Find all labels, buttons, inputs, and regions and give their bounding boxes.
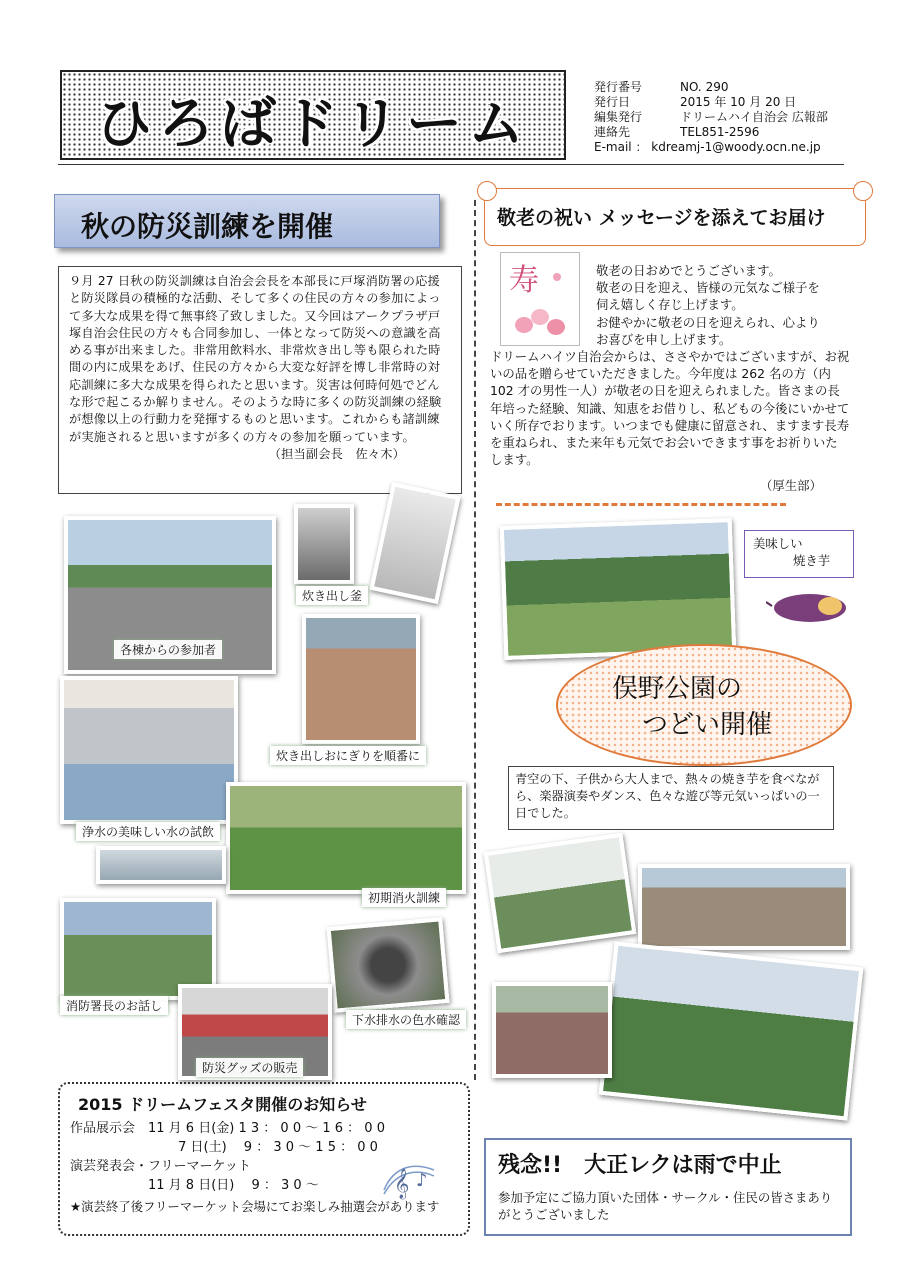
photo-park-dance <box>500 518 737 660</box>
contact-row <box>594 125 894 140</box>
fest-schedule-line: 演芸発表会・フリーマーケット <box>70 1159 251 1174</box>
info-label: 編集発行 <box>594 110 643 124</box>
caption-chief: 消防署長のお話し <box>60 996 168 1015</box>
photo-water-unit <box>60 676 238 824</box>
issue-number-row <box>594 80 894 95</box>
caption-participants: 各棟からの参加者 <box>114 640 222 659</box>
drill-body: ９月 27 日秋の防災訓練は自治会会長を本部長に戸塚消防署の応援と防災隊員の積極的な活動、そして多くの住民の方々の参加によって多大な成果を得て無事終了致しました。又今回はアークプラザ戸塚自治会住民の方々も合同参加し、一体となって防災への意識を高める事が出来ました。非常用飲料水、非常炊き出し等も限られた時間の内に成果をあげ、住民の方々から大変な好評を博し非常時の対応訓練に多大な成果を得られたと思います。災害は何時何処でどんな形で起こるか解りません。そのような時に多くの防災訓練の経験が想像以上の行動力を発揮するものと思います。これからも諸訓練が実施されると思いますが多くの方々の参加を願っています。 <box>69 274 442 444</box>
info-value: 2015 年 10 月 20 日 <box>680 95 797 109</box>
photo-water-bottles <box>96 846 226 884</box>
photo-sewer <box>326 917 449 1013</box>
message-line: お喜びを申し上げます。 <box>596 331 732 347</box>
photo-fire-drill <box>226 782 466 894</box>
publisher-row <box>594 110 894 125</box>
issue-date-row <box>594 95 894 110</box>
caption-water: 浄水の美味しい水の試飲 <box>76 822 220 841</box>
park-title-line2: つどい開催 <box>642 710 773 740</box>
info-label: 連絡先 <box>594 125 631 139</box>
info-value: NO. 290 <box>680 80 729 94</box>
fest-lottery-note: ★演芸終了後フリーマーケット会場にてお楽しみ抽選会があります <box>70 1199 440 1214</box>
photo-onigiri <box>302 614 420 744</box>
fest-title: 2015 ドリームフェスタ開催のお知らせ <box>78 1095 367 1114</box>
elderly-message-long: ドリームハイツ自治会からは、ささやかではございますが、お祝いの品を贈らせていただきました。今年度は 262 名の方（内 102 才の男性一人）が敬老の日を迎えられました。皆さまの長年培った経験、知識、知恵をお借りし、私どもの今後にいかせていく所存でおります。いつまでも健康に留意され、ますます長寿を重ねられ、また来年も元気でお会いできます事をお祈りいたします。 <box>490 349 850 468</box>
info-label: 発行番号 <box>594 80 643 94</box>
park-title-line1: 俣野公園の <box>612 674 743 704</box>
caption-goods: 防災グッズの販売 <box>196 1058 303 1077</box>
drill-article <box>58 266 462 494</box>
fest-schedule-line: 7 日(土) 9 ： 3 0 ～ 1 5 ： 0 0 <box>70 1140 378 1155</box>
cancel-text: 参加予定にご協力頂いた団体・サークル・住民の皆さまありがとうございました <box>498 1190 833 1222</box>
sweet-potato-icon <box>766 586 848 626</box>
photo-pot <box>294 504 354 584</box>
music-notes-icon <box>380 1156 438 1200</box>
section-dash-divider <box>496 503 786 506</box>
fest-schedule-line: 11 月 8 日(日) 9 ： 3 0 ～ <box>70 1178 319 1193</box>
photo-park-sign <box>484 833 637 953</box>
message-line: お健やかに敬老の日を迎えられ、心より <box>596 314 820 330</box>
masthead <box>60 70 566 160</box>
elderly-banner <box>484 188 866 246</box>
caption-pot: 炊き出し釜 <box>296 586 368 605</box>
yakiimo-line: 美味しい <box>753 536 803 551</box>
celebration-card-image <box>500 252 580 346</box>
elderly-signature: （厚生部） <box>760 478 822 493</box>
newsletter-title: ひろばドリーム <box>96 92 530 157</box>
info-label: 発行日 <box>594 95 631 109</box>
yakiimo-label <box>744 530 854 578</box>
caption-fire: 初期消火訓練 <box>362 888 446 907</box>
park-description: 青空の下、子供から大人まで、熱々の焼き芋を食べながら、楽器演奏やダンス、色々な遊び等元気いっぱいの一日でした。 <box>508 766 834 830</box>
elderly-banner-text: 敬老の祝い メッセージを添えてお届け <box>497 207 826 229</box>
cancel-title: 残念!! 大正レクは雨で中止 <box>498 1153 782 1178</box>
message-line: 敬老の日を迎え、皆様の元気なご様子を <box>596 280 820 296</box>
kotobuki-glyph: 寿 <box>509 263 539 298</box>
yakiimo-line: 焼き芋 <box>793 553 831 568</box>
info-value: ドリームハイ自治会 広報部 <box>680 110 828 124</box>
photo-notice-board <box>369 482 460 604</box>
park-title-oval <box>556 644 852 766</box>
svg-text:𝄞: 𝄞 <box>394 1169 410 1199</box>
info-value: TEL851-2596 <box>680 125 760 139</box>
email-line: E-mail ： kdreamj-1@woody.ocn.ne.jp <box>594 140 821 154</box>
header-divider <box>58 164 844 165</box>
column-divider <box>474 200 476 1080</box>
heart-icon <box>553 273 561 281</box>
message-line: 伺え嬉しく存じ上げます。 <box>596 297 744 313</box>
drill-signature: （担当副会長 佐々木） <box>268 446 405 461</box>
message-line: 敬老の日おめでとうございます。 <box>596 263 781 278</box>
heart-icon <box>547 319 565 335</box>
issue-info <box>594 80 894 155</box>
photo-park-band <box>599 941 864 1120</box>
caption-onigiri: 炊き出しおにぎりを順番に <box>270 746 426 765</box>
drill-headline-bar <box>54 194 440 248</box>
svg-text:♪: ♪ <box>416 1170 428 1191</box>
photo-park-food <box>492 982 612 1078</box>
fest-schedule-line: 作品展示会 11 月 6 日(金) 1 3 ： 0 0 ～ 1 6 ： 0 0 <box>70 1121 385 1136</box>
caption-sewer: 下水排水の色水確認 <box>346 1010 466 1029</box>
cancel-notice <box>484 1138 852 1236</box>
drill-headline: 秋の防災訓練を開催 <box>81 210 334 243</box>
photo-park-tables <box>638 864 850 950</box>
heart-icon <box>515 317 533 333</box>
elderly-message-short <box>596 262 856 348</box>
heart-icon <box>531 309 549 325</box>
